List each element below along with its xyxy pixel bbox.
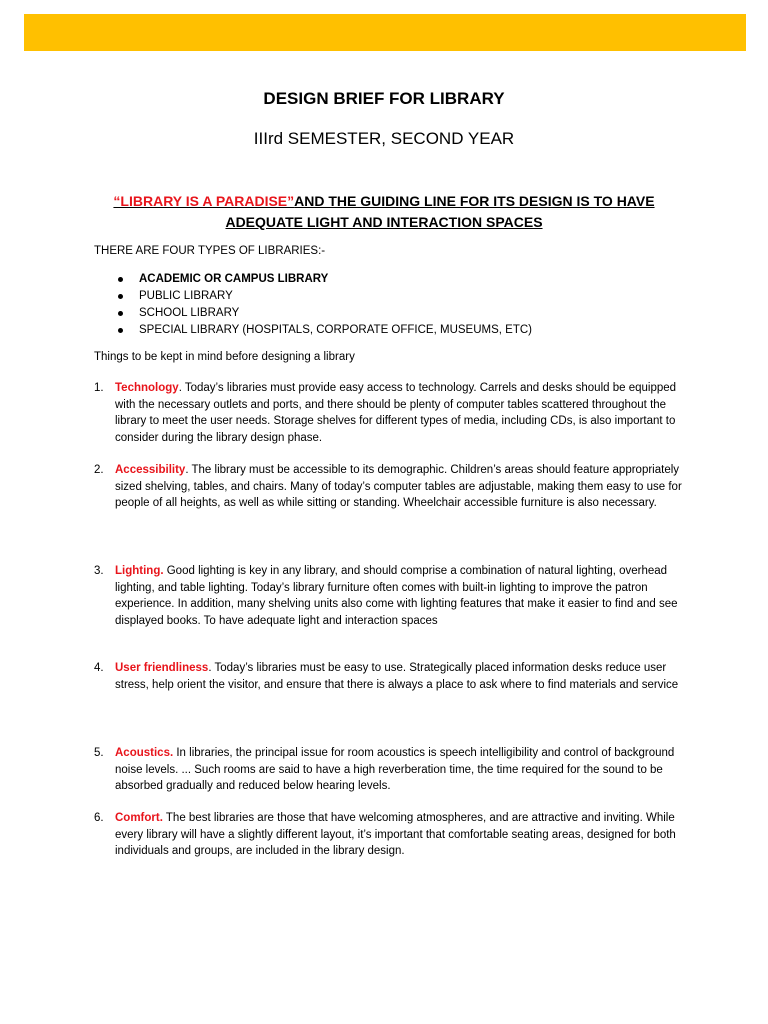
item-text: . Today’s libraries must provide easy access to technology. Carrels and desks should be equipped with the necessary outlets and ports, and there should be plenty of computer tables scattered throughout the library to meet the user needs. Storage shelves for different types of media, including CDs, is also important to consider during the library design phase. <box>115 382 677 444</box>
header-color-band <box>24 14 746 51</box>
headline-accent: “LIBRARY IS A PARADISE” <box>113 193 295 209</box>
document-subtitle: IIIrd SEMESTER, SECOND YEAR <box>253 129 515 148</box>
item-text: Good lighting is key in any library, and should comprise a combination of natural lighting, overhead lighting, and table lighting. Today’s library furniture often comes with built-in lighting to improve the patron experience. In addition, many shelving units also come with lighting features that make it easier to find and see displayed books. To have adequate light and interaction spaces <box>115 565 678 627</box>
library-type-label: SPECIAL LIBRARY (HOSPITALS, CORPORATE OFFICE, MUSEUMS, ETC) <box>139 324 532 336</box>
item-heading: Accessibility <box>115 464 186 476</box>
item-number: 6. <box>94 812 104 824</box>
item-text: . Today’s libraries must be easy to use. Strategically placed information desks reduce user stress, help orient the visitor, and ensure that there is always a place to ask where to find materials and service <box>115 662 679 691</box>
consideration-item <box>94 380 684 446</box>
consideration-item <box>94 660 684 693</box>
item-heading: Technology <box>115 382 179 394</box>
library-types-intro: THERE ARE FOUR TYPES OF LIBRARIES:- <box>94 245 326 257</box>
bullet-icon <box>118 294 123 299</box>
list-item <box>118 322 532 339</box>
item-text: In libraries, the principal issue for room acoustics is speech intelligibility and control of background noise levels. ... Such rooms are said to have a high reverberation time, the time required for the sound to be absorbed gradually and reduced below hearing levels. <box>115 747 675 792</box>
consideration-item <box>94 810 684 860</box>
library-type-label: ACADEMIC OR CAMPUS LIBRARY <box>139 273 329 285</box>
list-item <box>118 288 532 305</box>
item-heading: User friendliness <box>115 662 209 674</box>
design-considerations-intro: Things to be kept in mind before designing a library <box>94 351 355 363</box>
item-text: The best libraries are those that have welcoming atmospheres, and are attractive and inviting. While every library will have a slightly different layout, it’s important that comfortable seating areas, designed for both individuals and groups, are included in the library design. <box>115 812 676 857</box>
list-item <box>118 271 532 288</box>
item-body <box>115 660 684 693</box>
bullet-icon <box>118 311 123 316</box>
item-body <box>115 745 684 795</box>
item-heading: Comfort. <box>115 812 163 824</box>
item-heading: Lighting. <box>115 565 164 577</box>
consideration-item <box>94 462 684 512</box>
item-number: 3. <box>94 565 104 577</box>
list-item <box>118 305 532 322</box>
headline-rest: AND THE GUIDING LINE FOR ITS DESIGN IS TO HAVE ADEQUATE LIGHT AND INTERACTION SPACES <box>225 193 655 230</box>
guiding-line-headline <box>96 191 672 233</box>
item-body <box>115 563 684 629</box>
item-body <box>115 380 684 446</box>
consideration-item <box>94 563 684 629</box>
item-number: 2. <box>94 464 104 476</box>
library-types-list <box>118 271 532 339</box>
item-heading: Acoustics. <box>115 747 174 759</box>
item-body <box>115 810 684 860</box>
consideration-item <box>94 745 684 795</box>
item-number: 5. <box>94 747 104 759</box>
bullet-icon <box>118 277 123 282</box>
bullet-icon <box>118 328 123 333</box>
item-number: 1. <box>94 382 104 394</box>
document-title: DESIGN BRIEF FOR LIBRARY <box>263 89 505 108</box>
library-type-label: SCHOOL LIBRARY <box>139 307 240 319</box>
item-body <box>115 462 684 512</box>
library-type-label: PUBLIC LIBRARY <box>139 290 233 302</box>
item-number: 4. <box>94 662 104 674</box>
item-text: . The library must be accessible to its demographic. Children’s areas should feature appropriately sized shelving, tables, and chairs. Many of today’s computer tables are adjustable, making them easy to use for people of all heights, as well as while sitting or standing. Wheelchair accessible furniture is also necessary. <box>115 464 682 509</box>
